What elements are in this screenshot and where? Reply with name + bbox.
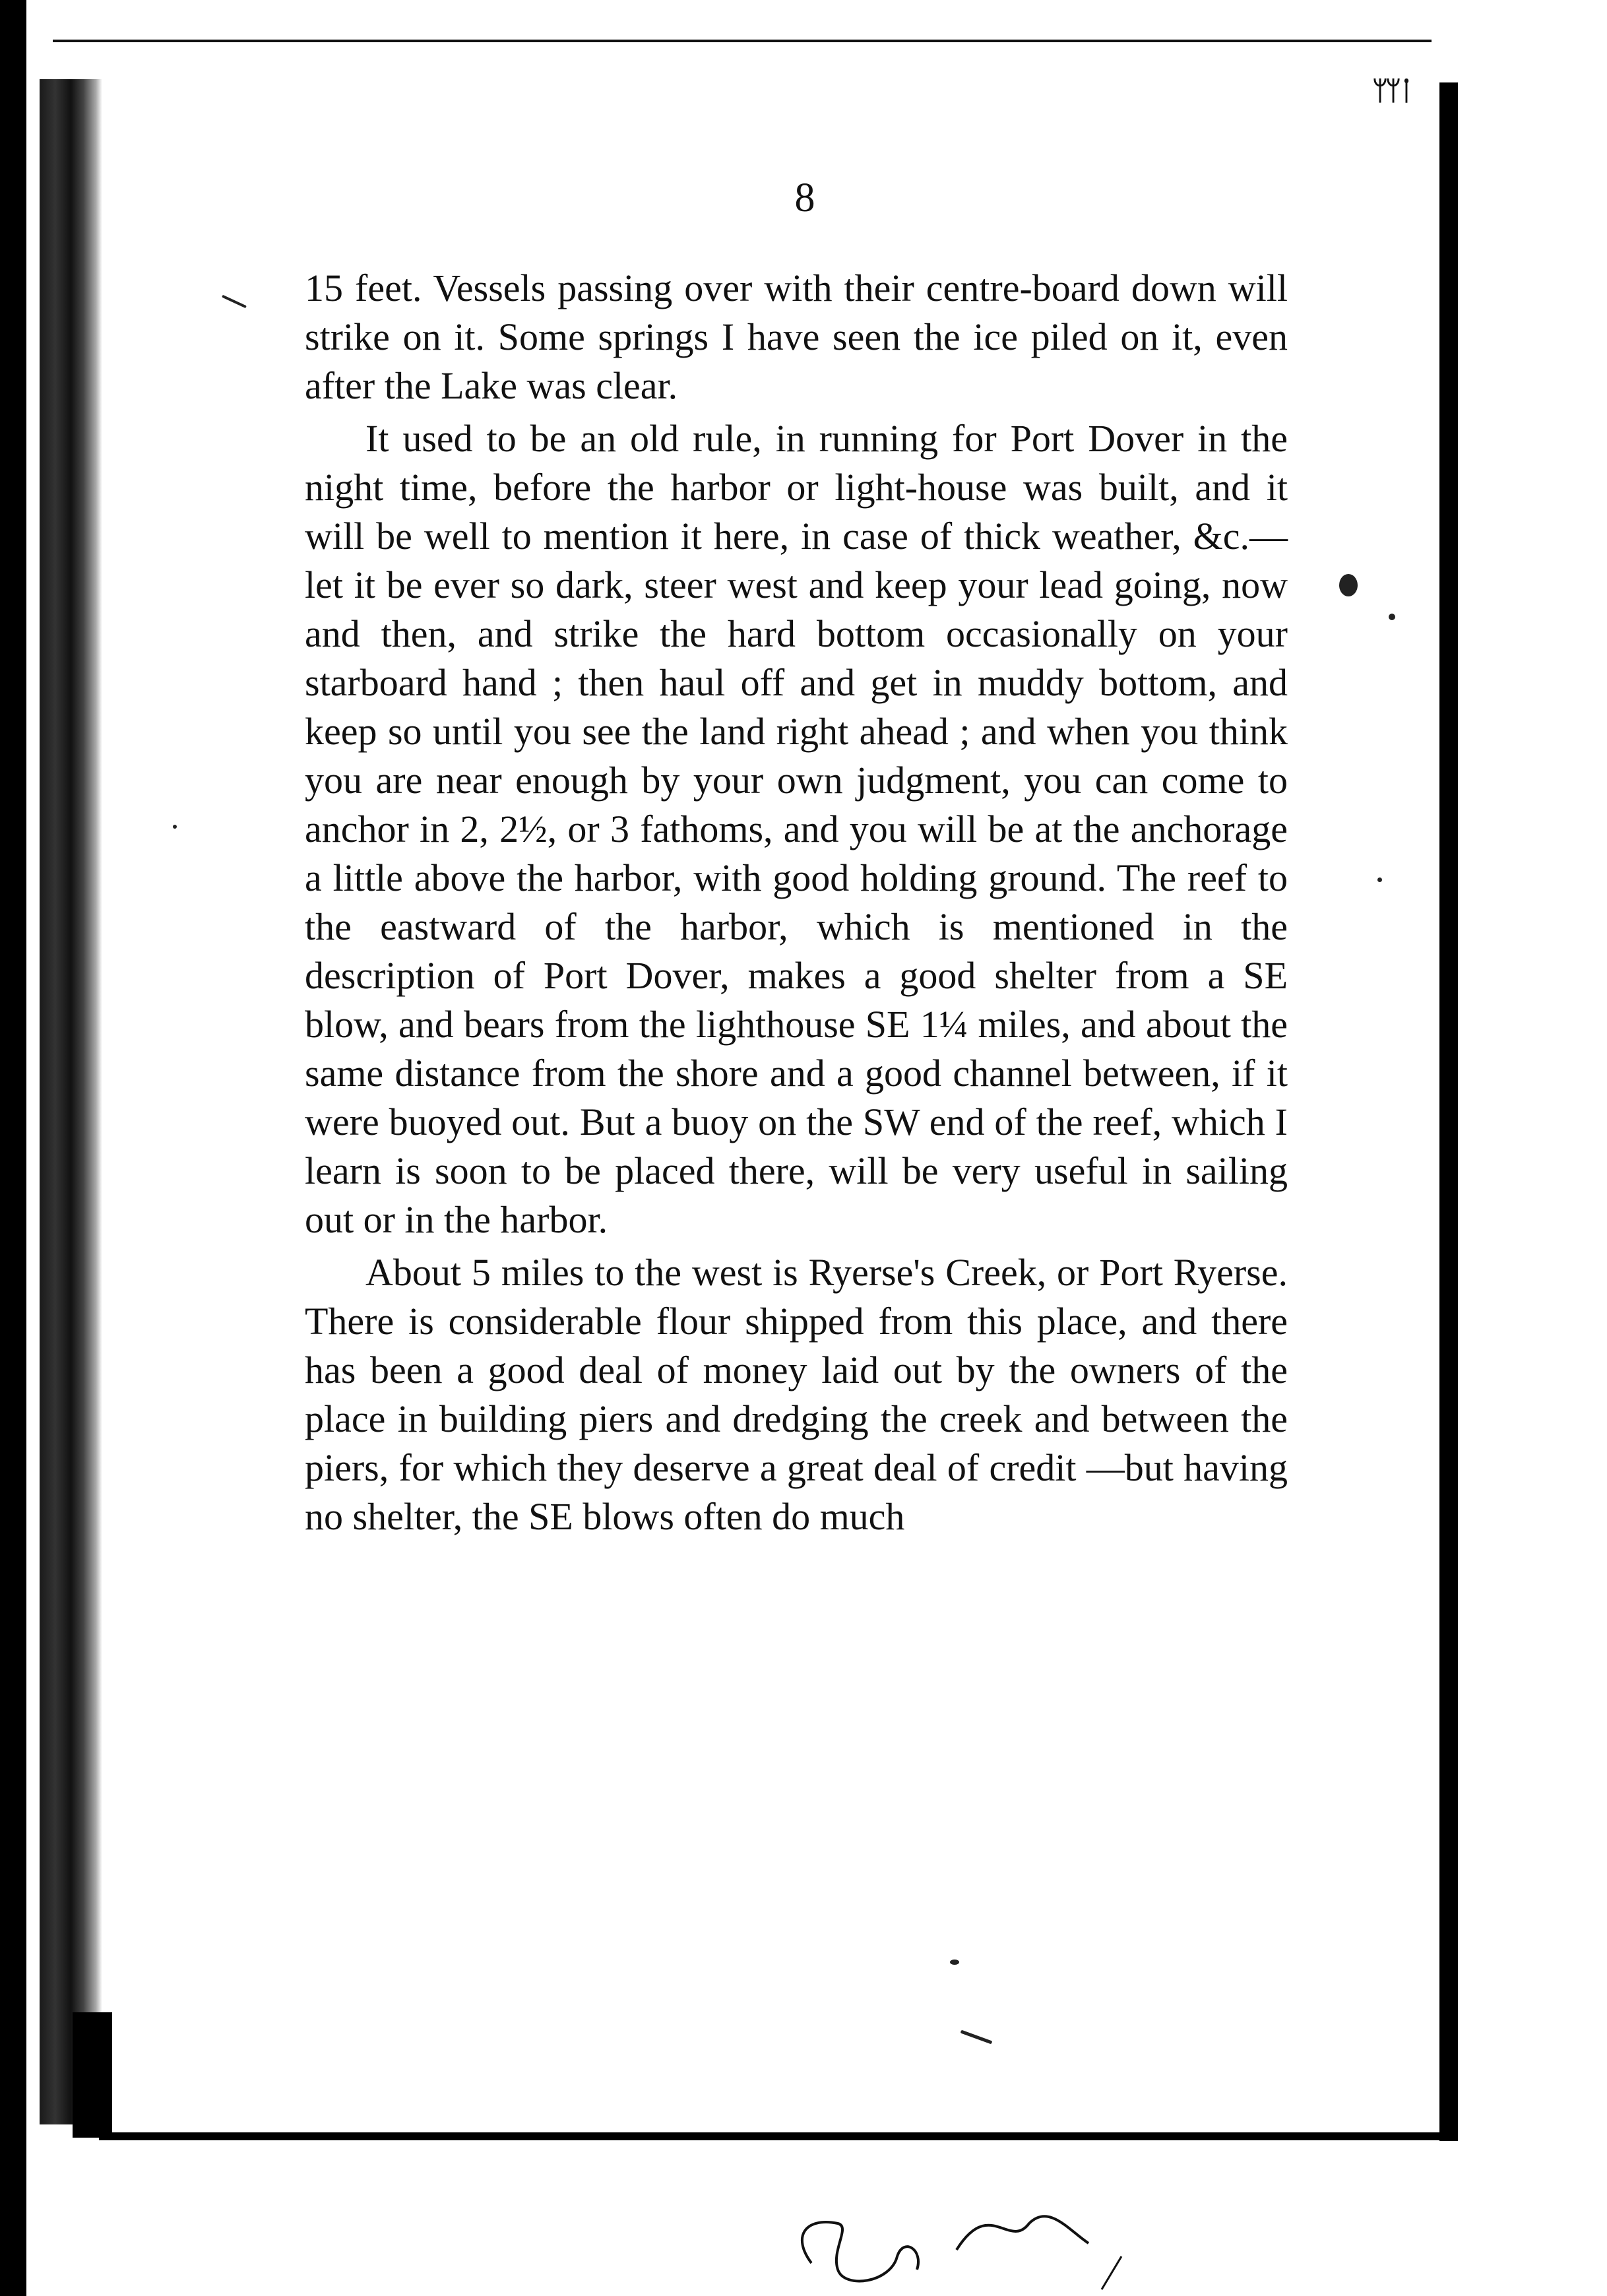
paragraph: 15 feet. Vessels passing over with their centre-board down will strike on it. Some springs I have seen the ice piled on it, even after the Lake was clear. <box>305 267 1288 407</box>
book-binding-shadow <box>40 79 102 2124</box>
corner-stamp-mark: ᛘᛘᛙ <box>1372 76 1412 106</box>
pencil-scribble <box>792 2171 1135 2296</box>
scan-speck <box>1339 574 1358 596</box>
scan-speck <box>961 2030 993 2045</box>
paragraph: About 5 miles to the west is Ryerse's Creek, or Port Ryerse. There is considerable flour shipped from this place, and there has been a good deal of money laid out by the owners of the place in building piers and dredging the creek and between the piers, for which they deserve a great deal of credit —but having no shelter, the SE blows often do much <box>305 1251 1288 1538</box>
page-right-edge <box>1439 82 1458 2141</box>
scan-speck <box>222 295 247 309</box>
scan-speck <box>1389 614 1395 620</box>
paragraph: It used to be an old rule, in running for Port Dover in the night time, before the harbor or light-house was built, and it will be well to mention it here, in case of thick weather, &c.—let it be ever so dark, steer west and keep your lead going, now and then, and strike the hard bottom occasionally on your starboard hand ; then haul off and get in muddy bottom, and keep so until you see the land right ahead ; and when you think you are near enough by your own judgment, you can come to anchor in 2, 2½, or 3 fathoms, and you will be at the anchorage a little above the harbor, with good holding ground. The reef to the eastward of the harbor, which is mentioned in the description of Port Dover, makes a good shelter from a SE blow, and bears from the lighthouse SE 1¼ miles, and about the same distance from the shore and a good channel between, if it were buoyed out. But a buoy on the SW end of the reef, which I learn is soon to be placed there, will be very useful in sailing out or in the harbor. <box>305 417 1288 1241</box>
scan-speck <box>173 825 177 829</box>
page-number: 8 <box>794 175 815 220</box>
page-left-edge <box>0 0 26 2296</box>
scan-speck <box>1377 877 1382 882</box>
scan-speck <box>950 1960 959 1965</box>
binding-shadow-foot <box>73 2012 112 2138</box>
page-top-edge <box>53 40 1432 42</box>
body-text <box>305 264 1288 1545</box>
page-bottom-edge <box>99 2132 1458 2140</box>
